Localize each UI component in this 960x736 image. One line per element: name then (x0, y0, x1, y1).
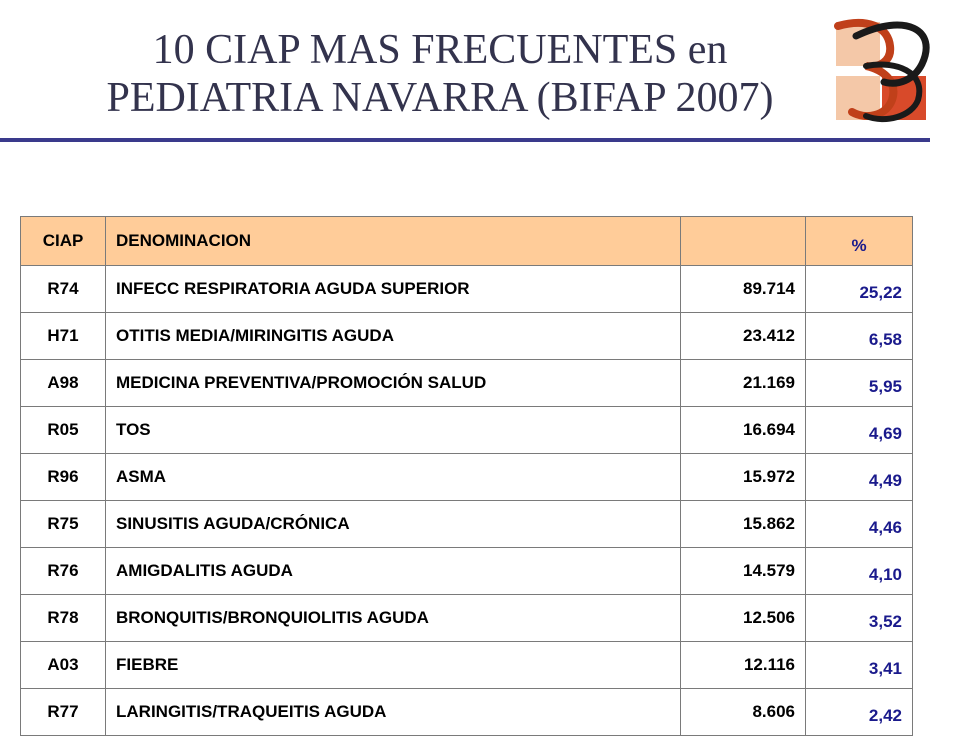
cell-ciap: R74 (21, 266, 106, 313)
cell-percent: 4,49 (806, 454, 913, 501)
table-row (21, 642, 913, 689)
cell-count: 15.862 (681, 501, 806, 548)
cell-count: 14.579 (681, 548, 806, 595)
table-row (21, 689, 913, 736)
cell-denominacion: OTITIS MEDIA/MIRINGITIS AGUDA (106, 313, 681, 360)
cell-ciap: R76 (21, 548, 106, 595)
table-row (21, 313, 913, 360)
cell-denominacion: ASMA (106, 454, 681, 501)
header-percent: % (806, 217, 913, 266)
cell-percent: 3,52 (806, 595, 913, 642)
cell-count: 23.412 (681, 313, 806, 360)
cell-count: 8.606 (681, 689, 806, 736)
header-denominacion: DENOMINACION (106, 217, 681, 266)
cell-denominacion: INFECC RESPIRATORIA AGUDA SUPERIOR (106, 266, 681, 313)
cell-count: 21.169 (681, 360, 806, 407)
table-header-row (21, 217, 913, 266)
cell-percent: 25,22 (806, 266, 913, 313)
cell-ciap: A98 (21, 360, 106, 407)
ciap-table (20, 216, 913, 736)
cell-ciap: R78 (21, 595, 106, 642)
cell-denominacion: AMIGDALITIS AGUDA (106, 548, 681, 595)
cell-percent: 3,41 (806, 642, 913, 689)
cell-count: 12.506 (681, 595, 806, 642)
table-row (21, 454, 913, 501)
cell-percent: 2,42 (806, 689, 913, 736)
table-row (21, 360, 913, 407)
bifap-logo-icon (826, 16, 944, 134)
cell-percent: 4,10 (806, 548, 913, 595)
cell-denominacion: FIEBRE (106, 642, 681, 689)
title-line-2: PEDIATRIA NAVARRA (BIFAP 2007) (106, 75, 774, 121)
table-row (21, 407, 913, 454)
title-line-1: 10 CIAP MAS FRECUENTES en (152, 27, 728, 73)
cell-count: 16.694 (681, 407, 806, 454)
page-title (40, 26, 840, 122)
cell-count: 12.116 (681, 642, 806, 689)
cell-denominacion: LARINGITIS/TRAQUEITIS AGUDA (106, 689, 681, 736)
cell-ciap: R77 (21, 689, 106, 736)
cell-denominacion: SINUSITIS AGUDA/CRÓNICA (106, 501, 681, 548)
header-ciap: CIAP (21, 217, 106, 266)
cell-ciap: R75 (21, 501, 106, 548)
table-row (21, 501, 913, 548)
cell-ciap: A03 (21, 642, 106, 689)
cell-denominacion: TOS (106, 407, 681, 454)
cell-denominacion: MEDICINA PREVENTIVA/PROMOCIÓN SALUD (106, 360, 681, 407)
cell-ciap: R96 (21, 454, 106, 501)
table-row (21, 595, 913, 642)
title-divider (0, 138, 930, 142)
cell-percent: 4,69 (806, 407, 913, 454)
table-row (21, 548, 913, 595)
cell-ciap: H71 (21, 313, 106, 360)
table-row (21, 266, 913, 313)
cell-count: 15.972 (681, 454, 806, 501)
header-count (681, 217, 806, 266)
cell-percent: 6,58 (806, 313, 913, 360)
cell-percent: 4,46 (806, 501, 913, 548)
cell-ciap: R05 (21, 407, 106, 454)
cell-denominacion: BRONQUITIS/BRONQUIOLITIS AGUDA (106, 595, 681, 642)
cell-percent: 5,95 (806, 360, 913, 407)
cell-count: 89.714 (681, 266, 806, 313)
